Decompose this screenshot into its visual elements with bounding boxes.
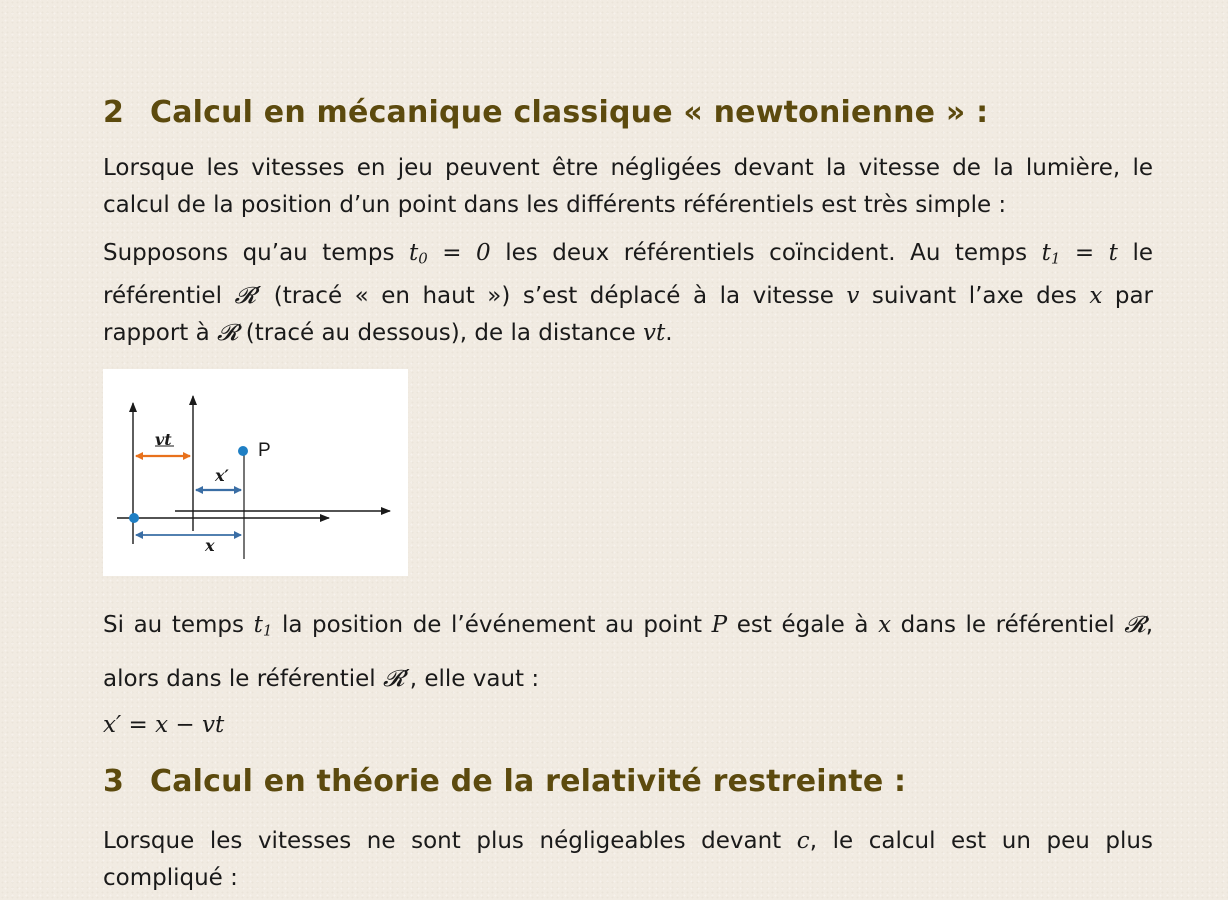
text: suivant l’axe des [859, 282, 1090, 309]
paragraph-position [103, 601, 1153, 705]
section-2-heading [103, 92, 1153, 134]
math-R: 𝓡 [217, 319, 239, 346]
math-eq: = 0 [427, 240, 491, 266]
math-Rprime: 𝓡′ [383, 666, 410, 693]
math-t1 [254, 612, 273, 638]
math-sub: 0 [418, 249, 428, 268]
galilean-equation: x′ = x − vt [103, 712, 225, 739]
math-eq: = t [1060, 240, 1118, 266]
text: Si au temps [103, 611, 254, 638]
text: dans le référentiel [891, 611, 1125, 638]
math-vt: vt [643, 319, 666, 346]
origin-point [129, 513, 139, 523]
math-t1 [1042, 240, 1118, 266]
label-p: P [258, 439, 271, 461]
text: , le calcul est un peu plus compliqué : [103, 828, 1153, 892]
section-number: 2 [103, 95, 125, 130]
text: (tracé « en haut ») s’est déplacé à la vitesse [261, 282, 847, 309]
text: , alors dans le référentiel [103, 611, 1154, 693]
text: la position de l’événement au point [272, 611, 712, 638]
label-vt: vt [155, 429, 172, 449]
text: (tracé au dessous), de la distance [238, 319, 644, 346]
math-P: P [711, 611, 728, 638]
math-x: x [1089, 282, 1103, 309]
paragraph-intro-relativity [103, 823, 1153, 897]
label-xprime: x′ [215, 465, 229, 485]
math-c: c [796, 828, 810, 855]
document-page [103, 92, 1153, 897]
text: le référentiel [103, 240, 1153, 309]
math-v: v [846, 282, 860, 309]
text: Supposons qu’au temps [103, 240, 409, 266]
section-title: Calcul en mécanique classique « newtonienne » : [150, 95, 989, 130]
math-var: t [253, 611, 263, 638]
paragraph-setup [103, 235, 1153, 352]
text: est égale à [727, 611, 879, 638]
math-x: x [878, 611, 892, 638]
math-sub: 1 [1050, 249, 1061, 268]
diagram-svg [103, 369, 408, 576]
paragraph-intro-classical: Lorsque les vitesses en jeu peuvent être négligées devant la vitesse de la lumière, le calcul de la position d’un point dans les différents référentiels est très simple : [103, 155, 1153, 218]
section-number: 3 [103, 764, 125, 800]
text: par rapport à [103, 282, 1154, 346]
section-title: Calcul en théorie de la relativité restreinte : [150, 764, 907, 800]
text: Lorsque les vitesses ne sont plus négligeables devant [103, 828, 797, 855]
math-var: t [408, 240, 419, 266]
math-R: 𝓡 [1124, 611, 1146, 638]
text: . [665, 319, 673, 346]
point-p [238, 446, 248, 456]
reference-frames-diagram [103, 369, 408, 576]
math-var: t [1041, 240, 1051, 266]
math-Rprime: 𝓡′ [234, 282, 262, 309]
label-x: x [205, 535, 215, 555]
math-sub: 1 [262, 621, 273, 640]
text: , elle vaut : [409, 666, 540, 693]
math-t0 [409, 240, 491, 266]
section-3-heading [103, 761, 1153, 803]
text: les deux référentiels coïncident. Au temps [490, 240, 1042, 266]
